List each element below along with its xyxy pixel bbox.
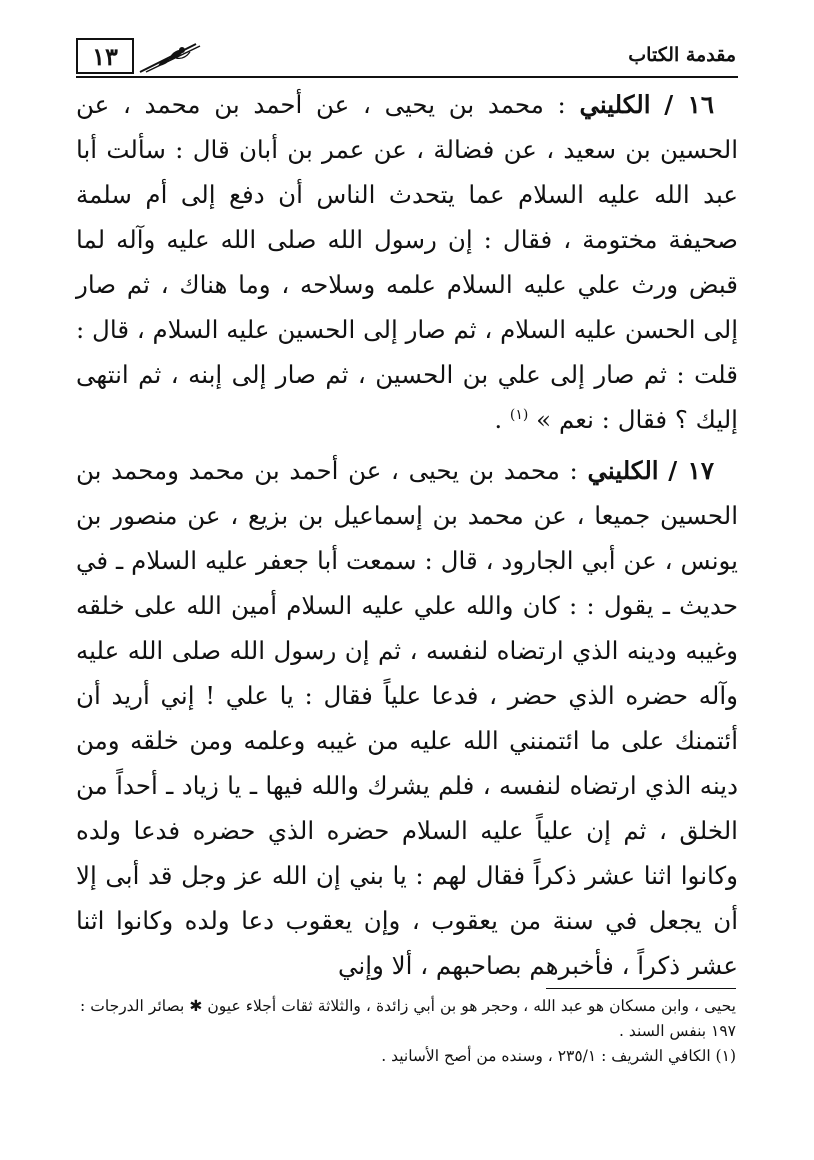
footnote-continued: يحيى ، وابن مسكان هو عبد الله ، وحجر هو بن أبي زائدة ، والثلاثة ثقات أجلاء عيون ✱ بصائر الدرجات : ١٩٧ بنفس السند . bbox=[80, 997, 736, 1040]
hadith-author: الكليني bbox=[579, 90, 651, 119]
header-rule bbox=[76, 76, 738, 78]
page-number: ١٣ bbox=[76, 38, 134, 74]
page-header bbox=[76, 38, 738, 78]
header-title: مقدمة الكتاب bbox=[628, 44, 736, 66]
hadith-text: : محمد بن يحيى ، عن أحمد بن محمد ومحمد بن الحسين جميعا ، عن محمد بن إسماعيل بن بزيع ، عن منصور بن يونس ، عن أبي الجارود ، قال : سمعت أبا جعفر عليه السلام ـ في حديث ـ يقول : : كان والله علي عليه السلام أمين الله على خلقه وغيبه ودينه الذي ارتضاه لنفسه ، ثم إن رسول الله صلى الله عليه وآله حضره الذي حضر ، فدعا علياً فقال : يا علي ! إني أريد أن أئتمنك على ما ائتمنني الله عليه من غيبه وعلمه ومن خلقه ومن دينه الذي ارتضاه لنفسه ، فلم يشرك والله فيها ـ يا زياد ـ أحداً من الخلق ، ثم إن علياً عليه السلام حضره الذي حضره فدعا ولده وكانوا اثنا عشر ذكراً فقال لهم : يا بني إن الله عز وجل قد أبى إلا أن يجعل في سنة من يعقوب ، وإن يعقوب دعا ولده وكانوا اثنا عشر ذكراً ، فأخبرهم بصاحبهم ، ألا وإني bbox=[76, 456, 738, 980]
footnote-ref: (١) bbox=[509, 406, 529, 423]
main-text bbox=[76, 82, 738, 994]
hadith-number: ١٧ / bbox=[668, 456, 714, 485]
hadith-number: ١٦ / bbox=[664, 90, 714, 119]
ornament-icon bbox=[138, 40, 202, 74]
footnote-1: (١) الكافي الشريف : ٢٣٥/١ ، وسنده من أصح الأسانيد . bbox=[381, 1047, 736, 1065]
hadith-end: . bbox=[494, 405, 503, 434]
footnotes bbox=[80, 994, 736, 1069]
hadith-16 bbox=[76, 82, 738, 442]
hadith-author: الكليني bbox=[587, 456, 659, 485]
hadith-17 bbox=[76, 448, 738, 988]
footnote-rule bbox=[546, 988, 736, 989]
hadith-text: : محمد بن يحيى ، عن أحمد بن محمد ، عن الحسين بن سعيد ، عن فضالة ، عن عمر بن أبان قال : سألت أبا عبد الله عليه السلام عما يتحدث الناس أن دفع إلى أم سلمة صحيفة مختومة ، فقال : إن رسول الله صلى الله عليه وآله لما قبض ورث علي عليه السلام علمه وسلاحه ، وما هناك ، ثم صار إلى الحسن عليه السلام ، ثم صار إلى الحسين عليه السلام ، قال : قلت : ثم صار إلى علي بن الحسين ، ثم صار إلى إبنه ، ثم انتهى إليك ؟ فقال : نعم » bbox=[76, 90, 738, 434]
